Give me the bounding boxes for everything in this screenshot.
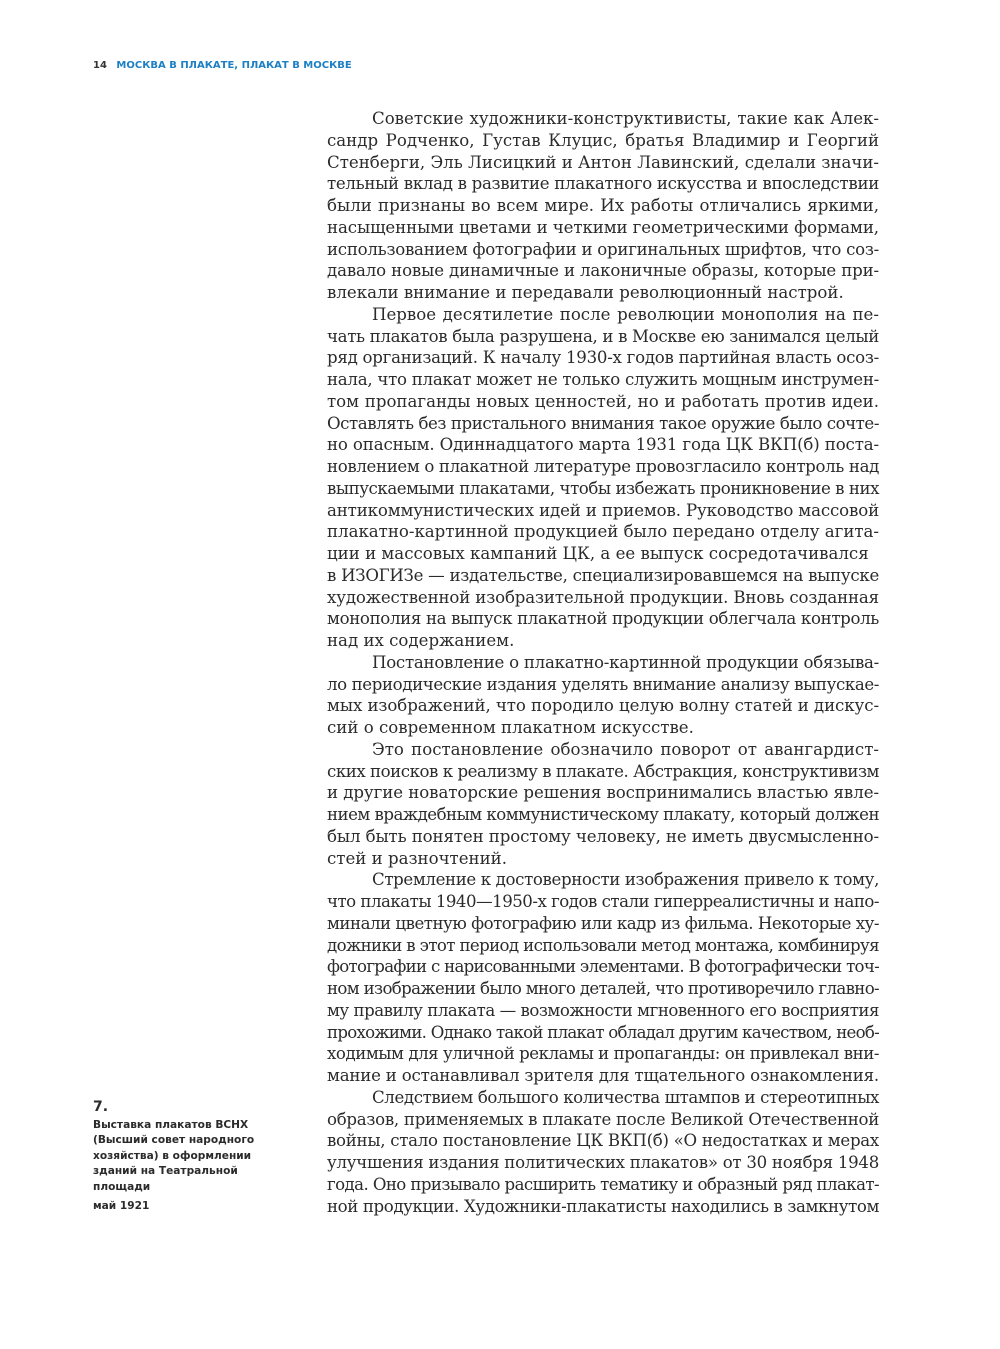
text-line: использованием фотографии и оригинальных шрифтов, что соз- (327, 239, 879, 259)
text-line: давало новые динамичные и лаконичные образы, которые при- (327, 261, 879, 281)
caption-line: зданий на Театральной (93, 1165, 238, 1178)
text-line: минали цветную фотографию или кадр из фильма. Некоторые ху- (327, 913, 880, 933)
figure-caption (93, 1098, 273, 1214)
text-line: плакатно-картинной продукцией было передано отделу агита- (327, 522, 879, 542)
text-line: ной продукции. Художники-плакатисты находились в замкнутом (327, 1196, 879, 1216)
text-line: в ИЗОГИЗе — издательстве, специализировавшемся на выпуске (327, 565, 880, 585)
text-line: фотографии с нарисованными элементами. В фотографически точ- (327, 957, 879, 977)
text-line: Оставлять без пристального внимания такое оружие было сочте- (327, 413, 879, 433)
caption-date: май 1921 (93, 1200, 150, 1213)
paragraph-first-line: Постановление о плакатно-картинной продукции обязыва- (372, 652, 879, 672)
text-line: ских поисков к реализму в плакате. Абстракция, конструктивизм (327, 761, 879, 781)
text-line: образов, применяемых в плакате после Великой Отечественной (327, 1109, 880, 1129)
text-line: монополия на выпуск плакатной продукции облегчала контроль (327, 609, 879, 629)
paragraph-first-line: Следствием большого количества штампов и стереотипных (372, 1087, 879, 1107)
text-line: выпускаемыми плакатами, чтобы избежать проникновение в них (327, 478, 879, 498)
text-line: прохожими. Однако такой плакат обладал другим качеством, необ- (327, 1022, 879, 1042)
article-body (327, 108, 879, 1217)
text-line: том пропаганды новых ценностей, но и работать против идеи. (327, 391, 879, 411)
text-line: ходимым для уличной рекламы и пропаганды: он привлекал вни- (327, 1044, 879, 1064)
text-line: новлением о плакатной литературе провозгласило контроль над (327, 457, 879, 476)
text-line: сий о современном плакатном искусстве. (327, 718, 694, 737)
paragraph-first-line: Советские художники-конструктивисты, такие как Алек- (372, 109, 879, 128)
text-line: и другие новаторские решения воспринимались властью явле- (327, 783, 879, 803)
text-line: улучшения издания политических плакатов» от 30 ноября 1948 (327, 1153, 879, 1172)
running-head (93, 60, 352, 71)
text-line: антикоммунистических идей и приемов. Руководство массовой (327, 500, 879, 520)
paragraph-first-line: Стремление к достоверности изображения привело к тому, (372, 870, 879, 890)
text-line: года. Оно призывало расширить тематику и образный ряд плакат- (327, 1174, 879, 1194)
paragraph-first-line: Первое десятилетие после революции монополия на пе- (372, 304, 879, 324)
text-line: чать плакатов была разрушена, и в Москве ею занимался целый (327, 326, 879, 346)
text-line: нием враждебным коммунистическому плакату, который должен (327, 805, 880, 824)
text-line: что плакаты 1940—1950-х годов стали гиперреалистичны и напо- (327, 892, 880, 911)
text-line: нала, что плакат может не только служить мощным инструмен- (327, 370, 879, 389)
text-line: мых изображений, что породило целую волну статей и дискус- (327, 696, 879, 716)
page-number: 14 (93, 60, 107, 71)
text-line: сандр Родченко, Густав Клуцис, братья Владимир и Георгий (327, 130, 879, 150)
text-line: был быть понятен простому человеку, не иметь двусмысленно- (327, 826, 880, 846)
text-line: но опасным. Одиннадцатого марта 1931 года ЦК ВКП(б) поста- (327, 435, 879, 455)
running-head-title: МОСКВА В ПЛАКАТЕ, ПЛАКАТ В МОСКВЕ (116, 60, 352, 71)
text-line: му правилу плаката — возможности мгновенного его восприятия (327, 1000, 880, 1020)
caption-line: хозяйства) в оформлении (93, 1149, 252, 1162)
text-line: стей и разночтений. (327, 848, 508, 868)
caption-line: (Высший совет народного (93, 1134, 255, 1147)
text-line: насыщенными цветами и четкими геометрическими формами, (327, 217, 879, 237)
text-line: войны, стало постановление ЦК ВКП(б) «О недостатках и мерах (327, 1131, 879, 1151)
text-line: Стенберги, Эль Лисицкий и Антон Лавинский, сделали значи- (327, 152, 879, 172)
text-line: художественной изобразительной продукции. Вновь созданная (327, 587, 879, 607)
text-line: над их содержанием. (327, 631, 515, 650)
text-line: влекали внимание и передавали революционный настрой. (327, 283, 844, 302)
caption-number: 7. (93, 1099, 109, 1115)
paragraph-first-line: Это постановление обозначило поворот от авангардист- (372, 739, 879, 759)
text-line: ном изображении было много деталей, что противоречило главно- (327, 979, 879, 998)
text-line: были признаны во всем мире. Их работы отличались яркими, (327, 196, 879, 215)
text-line: мание и останавливал зрителя для тщательного ознакомления. (327, 1066, 879, 1085)
text-line: тельный вклад в развитие плакатного искусства и впоследствии (327, 174, 879, 194)
text-line: дожники в этот период использовали метод монтажа, комбинируя (327, 935, 879, 955)
text-line: ции и массовых кампаний ЦК, а ее выпуск сосредотачивался (327, 544, 869, 563)
caption-description (93, 1118, 273, 1195)
caption-line: Выставка плакатов ВСНХ (93, 1119, 249, 1131)
caption-line: площади (93, 1180, 151, 1193)
text-line: ло периодические издания уделять внимание анализу выпускае- (327, 674, 879, 694)
text-line: ряд организаций. К началу 1930-х годов партийная власть осоз- (327, 348, 879, 368)
